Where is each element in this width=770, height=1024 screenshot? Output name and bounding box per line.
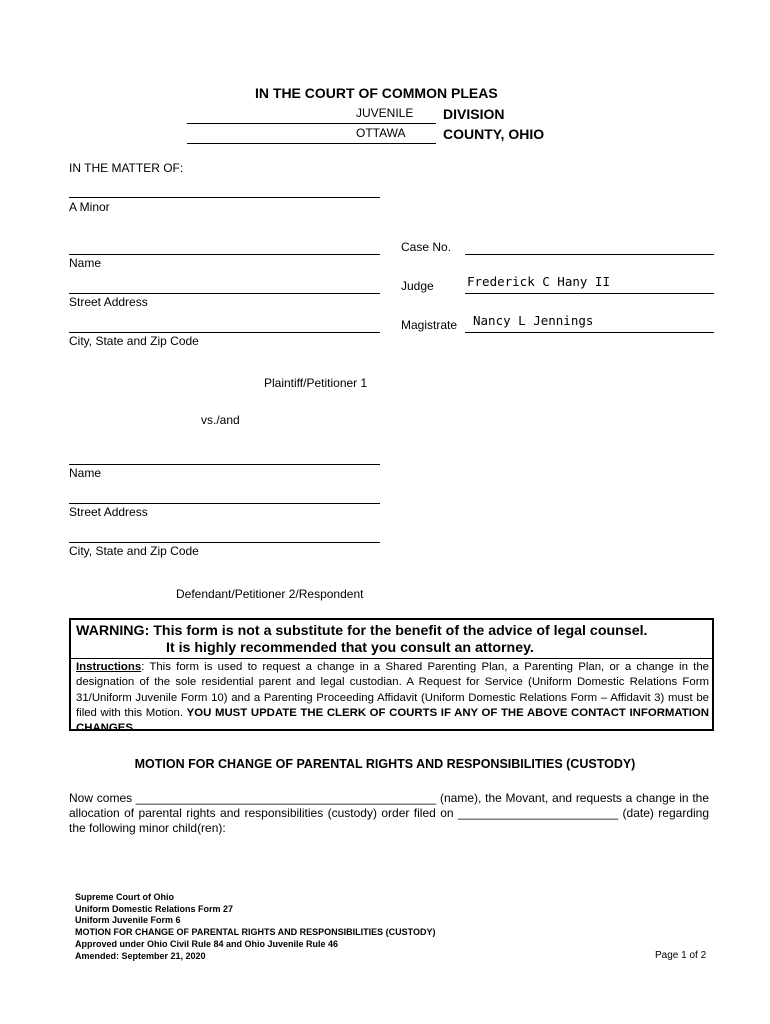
case-no-underline: [465, 254, 714, 255]
p2-city-line[interactable]: [69, 542, 380, 543]
warning-header: [71, 620, 712, 659]
p2-name-label: Name: [69, 466, 102, 480]
p2-city-label: City, State and Zip Code: [69, 544, 199, 558]
footer-line: Approved under Ohio Civil Rule 84 and Ohio Juvenile Rule 46: [75, 938, 339, 949]
judge-field[interactable]: Frederick C Hany II: [467, 274, 610, 289]
division-field[interactable]: JUVENILE: [356, 106, 414, 120]
magistrate-label: Magistrate: [401, 318, 458, 332]
magistrate-field[interactable]: Nancy L Jennings: [473, 313, 594, 328]
footer-line: Amended: September 21, 2020: [75, 950, 206, 961]
form-footer: [75, 892, 436, 962]
footer-line: Uniform Juvenile Form 6: [75, 915, 181, 926]
county-field[interactable]: OTTAWA: [356, 126, 406, 140]
p1-city-line[interactable]: [69, 332, 380, 333]
warning-box: [69, 618, 714, 735]
p1-street-label: Street Address: [69, 295, 148, 309]
warning-line-1: WARNING: This form is not a substitute for the benefit of the advice of legal counsel.: [76, 623, 648, 639]
p2-role-label: Defendant/Petitioner 2/Respondent: [176, 587, 364, 601]
in-the-matter-of-label: IN THE MATTER OF:: [69, 161, 184, 175]
court-title: IN THE COURT OF COMMON PLEAS: [255, 85, 498, 101]
judge-label: Judge: [401, 279, 434, 293]
p2-street-label: Street Address: [69, 505, 148, 519]
p1-city-label: City, State and Zip Code: [69, 334, 199, 348]
footer-line: Supreme Court of Ohio: [75, 892, 174, 902]
footer-line: Uniform Domestic Relations Form 27: [75, 903, 234, 914]
p1-role-label: Plaintiff/Petitioner 1: [264, 376, 368, 390]
county-underline: [187, 143, 436, 144]
minor-name-line[interactable]: [69, 197, 380, 198]
p2-street-line[interactable]: [69, 503, 380, 504]
motion-title: MOTION FOR CHANGE OF PARENTAL RIGHTS AND RESPONSIBILITIES (CUSTODY): [134, 757, 636, 771]
county-label: COUNTY, OHIO: [443, 126, 545, 142]
a-minor-label: A Minor: [69, 200, 110, 214]
page-number: Page 1 of 2: [655, 950, 707, 961]
motion-body: Now comes _____________________________________________ (name), the Movant, and requests a change in the allocation of parental rights and responsibilities (custody) order filed on ________________________ (date) regarding the following minor child(ren):: [69, 791, 709, 835]
warning-line-2: It is highly recommended that you consult an attorney.: [166, 640, 534, 656]
p1-name-line[interactable]: [69, 254, 380, 255]
instructions-text: [76, 660, 709, 736]
magistrate-underline: [465, 332, 714, 333]
instructions-body: : This form is used to request a change in a Shared Parenting Plan, a Parenting Plan, or a change in the designation of the sole residential parent and legal custodian. A Request for Service (Uniform Domestic Relations Form 31/Uniform Juvenile Form 10) and a Parenting Proceeding Affidavit (Uniform Domestic Relations Form – Affidavit 3) must be filed with this Motion.: [76, 661, 709, 719]
p2-name-line[interactable]: [69, 464, 380, 465]
division-underline: [187, 123, 436, 124]
case-no-label: Case No.: [401, 240, 452, 254]
instructions-label: Instructions: [76, 661, 142, 673]
instructions-bold: YOU MUST UPDATE THE CLERK OF COURTS IF ANY OF THE ABOVE CONTACT INFORMATION CHANGES.: [76, 706, 710, 735]
p1-street-line[interactable]: [69, 293, 380, 294]
division-label: DIVISION: [443, 106, 505, 122]
footer-line: MOTION FOR CHANGE OF PARENTAL RIGHTS AND RESPONSIBILITIES (CUSTODY): [75, 927, 436, 938]
p1-name-label: Name: [69, 256, 102, 270]
vs-label: vs./and: [201, 413, 240, 427]
judge-underline: [465, 293, 714, 294]
